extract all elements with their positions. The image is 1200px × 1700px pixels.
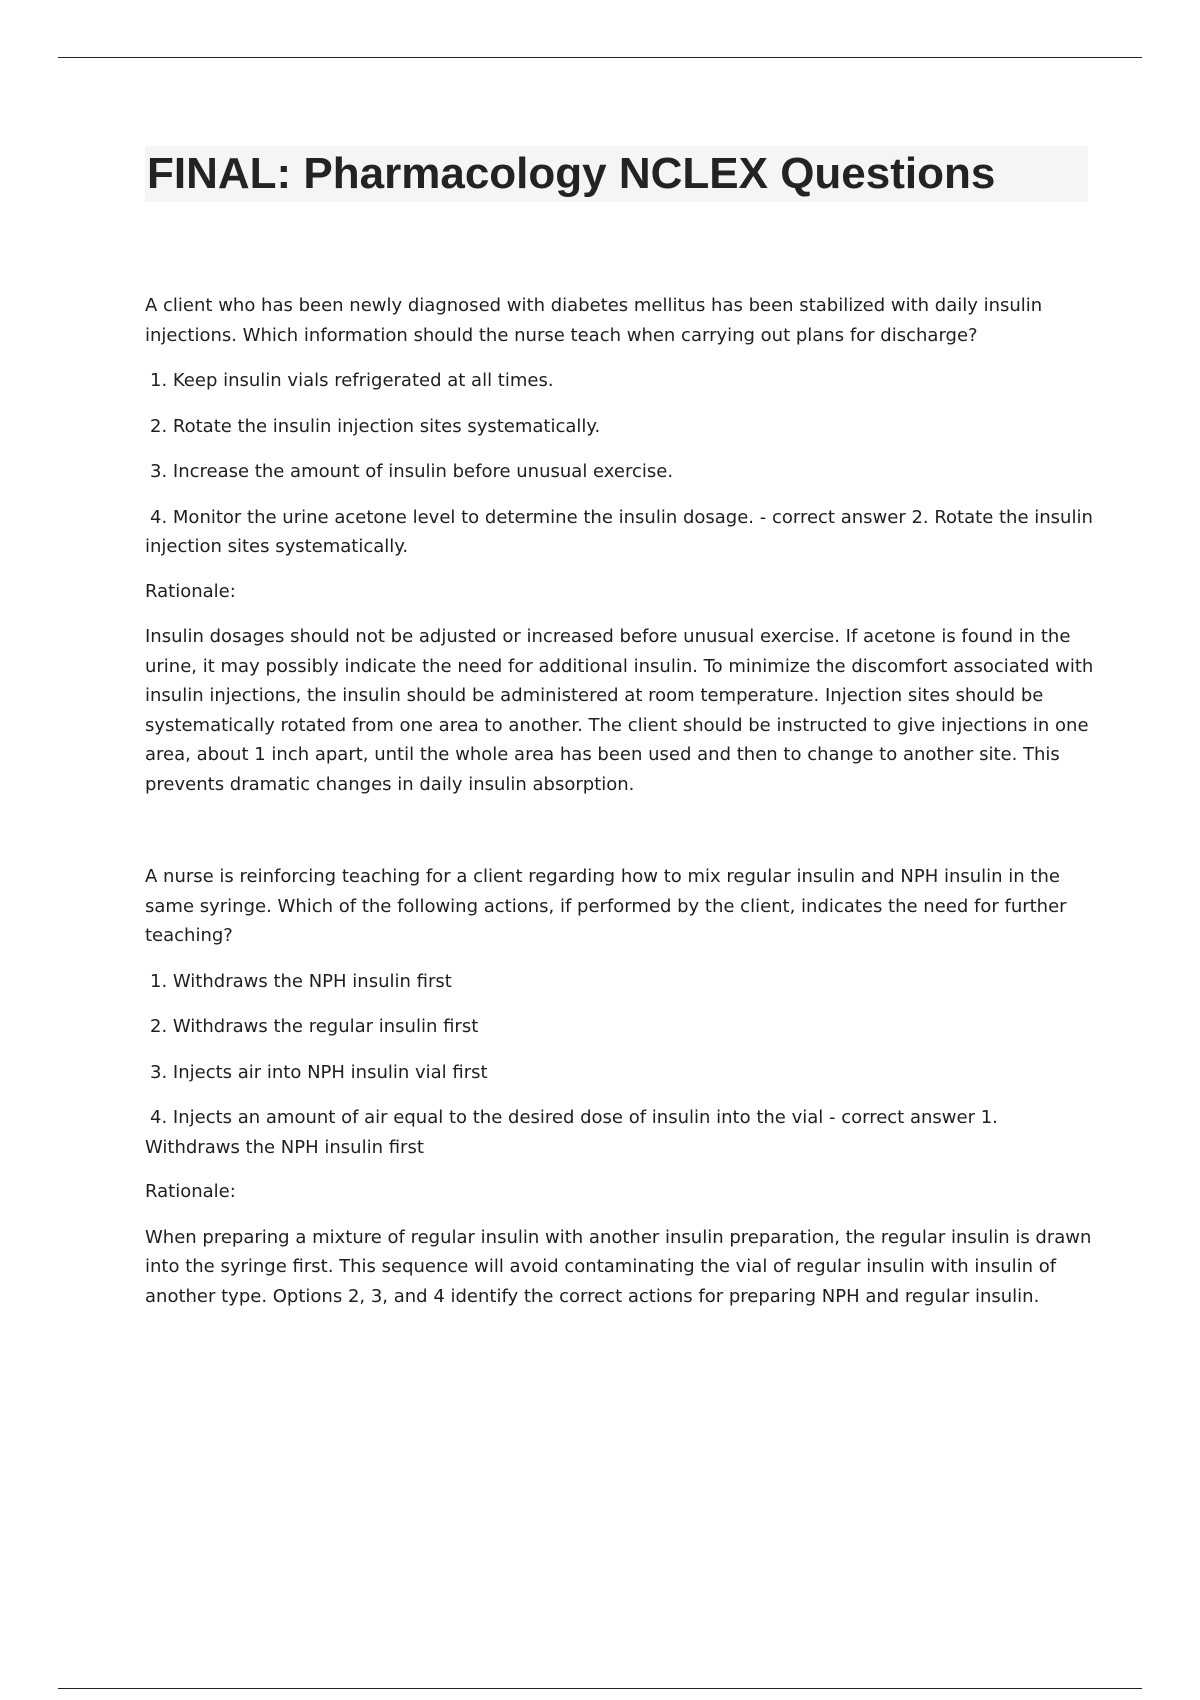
correct-answer-text: 4. Injects an amount of air equal to the desired dose of insulin into the vial - correct answer 1. Withdraws the NPH insulin first xyxy=(145,1107,998,1158)
rationale-label: Rationale: xyxy=(145,1181,236,1202)
footer-rule xyxy=(58,1688,1142,1689)
question-prompt: A client who has been newly diagnosed with diabetes mellitus has been stabilized with daily insulin injections. Which information should the nurse teach when carrying out plans for discharge? xyxy=(145,295,1043,346)
answer-option: 2. Withdraws the regular insulin first xyxy=(150,1016,479,1037)
answer-option: 1. Withdraws the NPH insulin first xyxy=(150,970,452,992)
question-prompt: A nurse is reinforcing teaching for a client regarding how to mix regular insulin and NPH insulin in the same syringe. Which of the following actions, if performed by the client, indicates the need for further teaching? xyxy=(145,866,1067,946)
rationale-text: Insulin dosages should not be adjusted or increased before unusual exercise. If acetone is found in the urine, it may possibly indicate the need for additional insulin. To minimize the discomfort associated with insulin injections, the insulin should be administered at room temperature. Injection sites should be systematically rotated from one area to another. The client should be instructed to give injections in one area, about 1 inch apart, until the whole area has been used and then to change to another site. This prevents dramatic changes in daily insulin absorption. xyxy=(145,626,1094,795)
answer-option: 1. Keep insulin vials refrigerated at all times. xyxy=(150,370,554,391)
correct-answer-text: 4. Monitor the urine acetone level to determine the insulin dosage. - correct answer 2. Rotate the insulin injection sites systematically. xyxy=(145,506,1093,557)
question-1 xyxy=(145,291,1095,799)
document-title: FINAL: Pharmacology NCLEX Questions xyxy=(147,149,996,198)
answer-option: 3. Increase the amount of insulin before unusual exercise. xyxy=(150,461,674,482)
question-2 xyxy=(145,862,1095,1311)
document-body xyxy=(145,291,1095,1311)
rationale-label: Rationale: xyxy=(145,580,236,602)
answer-option: 3. Injects air into NPH insulin vial first xyxy=(150,1061,488,1083)
title-banner xyxy=(145,146,1088,202)
answer-option-with-correct-answer xyxy=(145,1103,1095,1162)
answer-option: 2. Rotate the insulin injection sites systematically. xyxy=(150,415,601,437)
answer-option-with-correct-answer xyxy=(145,503,1095,562)
rationale-text: When preparing a mixture of regular insulin with another insulin preparation, the regular insulin is drawn into the syringe first. This sequence will avoid contaminating the vial of regular insulin with insulin of another type. Options 2, 3, and 4 identify the correct actions for preparing NPH and regular insulin. xyxy=(145,1226,1092,1307)
header-rule xyxy=(58,57,1142,58)
